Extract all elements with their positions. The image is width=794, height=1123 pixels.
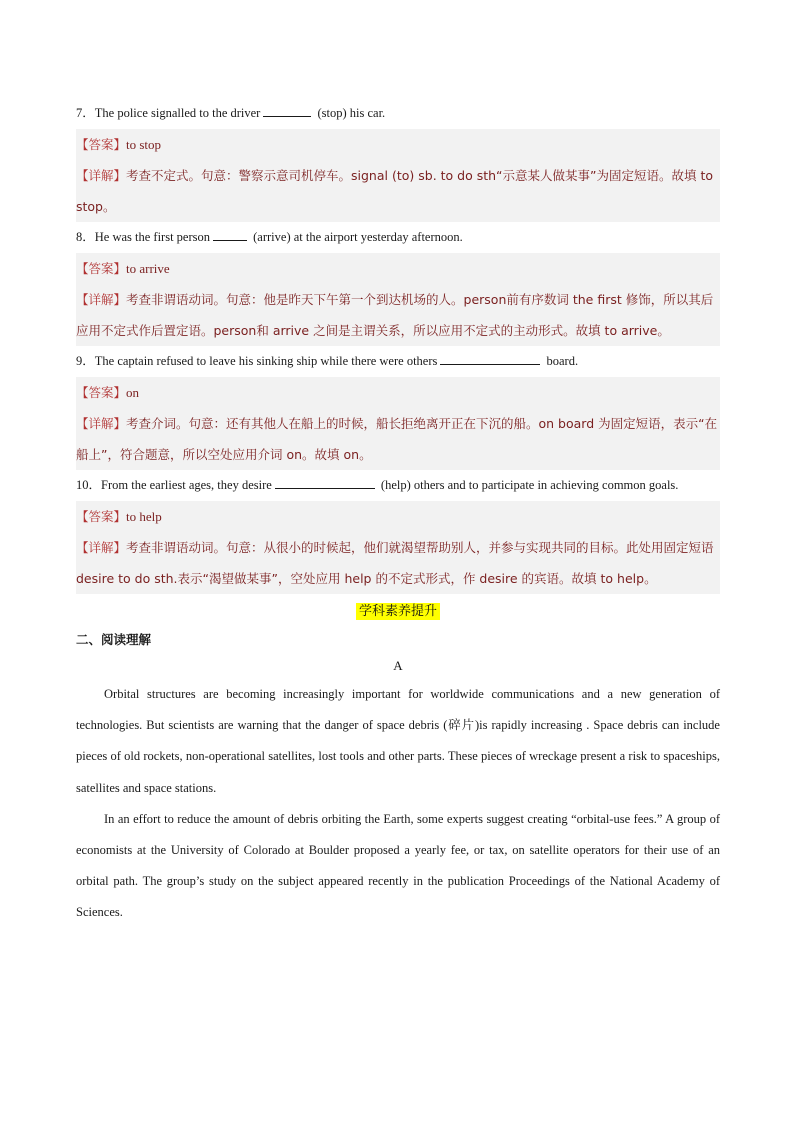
answer-panel-10 xyxy=(76,501,720,594)
answer-label: 【答案】 xyxy=(76,261,127,276)
section-heading: 二、阅读理解 xyxy=(76,632,152,647)
detail-label: 【详解】 xyxy=(76,292,127,307)
answer-value: to stop xyxy=(126,137,162,152)
answer-blank xyxy=(275,476,375,489)
detail-row xyxy=(76,408,720,470)
question-9 xyxy=(76,346,720,377)
detail-text: 考查非谓语动词。句意：他是昨天下午第一个到达机场的人。person前有序数词 the first 修饰，所以其后应用不定式作后置定语。person和 arrive 之间是主谓关系，所以应用不定式的主动形式。故填 to arrive。 xyxy=(76,292,714,338)
question-text: The captain refused to leave his sinking ship while there were others xyxy=(94,354,438,368)
answer-label: 【答案】 xyxy=(76,509,127,524)
answer-row xyxy=(76,501,720,532)
question-text: (stop) his car. xyxy=(314,106,386,120)
question-8 xyxy=(76,222,720,253)
question-10 xyxy=(76,470,720,501)
question-text: (help) others and to participate in achieving common goals. xyxy=(377,478,679,492)
answer-panel-8 xyxy=(76,253,720,346)
answer-panel-7 xyxy=(76,129,720,222)
answer-blank xyxy=(213,228,247,241)
question-text: He was the first person xyxy=(94,230,211,244)
detail-text: 考查非谓语动词。句意：从很小的时候起，他们就渴望帮助别人，并参与实现共同的目标。此处用固定短语 desire to do sth.表示“渴望做某事”，空处应用 help 的不定式形式，作 desire 的宾语。故填 to help。 xyxy=(76,540,714,586)
passage-title: A xyxy=(393,658,403,673)
question-text: From the earliest ages, they desire xyxy=(101,478,272,492)
answer-value: on xyxy=(126,385,140,400)
question-7 xyxy=(76,98,720,129)
answer-row xyxy=(76,377,720,408)
question-text: The police signalled to the driver xyxy=(94,106,261,120)
detail-row xyxy=(76,284,720,346)
answer-row xyxy=(76,129,720,160)
question-text: board. xyxy=(543,354,579,368)
answer-blank xyxy=(440,352,540,365)
detail-text: 考查不定式。句意：警察示意司机停车。signal (to) sb. to do sth“示意某人做某事”为固定短语。故填 to stop。 xyxy=(76,168,714,214)
paragraph: Orbital structures are becoming increasingly important for worldwide communications and a new generation of technologies. But scientists are warning that the danger of space debris (碎片)is rapidly increasing . Space debris can include pieces of old rockets, non-operational satellites, lost tools and other parts. These pieces of wreckage present a risk to spaceships, satellites and space stations. xyxy=(76,687,720,795)
answer-label: 【答案】 xyxy=(76,137,127,152)
question-number: 8． xyxy=(76,230,95,244)
question-number: 7． xyxy=(76,106,95,120)
answer-value: to arrive xyxy=(126,261,170,276)
question-number: 10． xyxy=(76,478,102,492)
answer-row xyxy=(76,253,720,284)
detail-label: 【详解】 xyxy=(76,540,127,555)
section-title xyxy=(76,600,720,623)
answer-panel-9 xyxy=(76,377,720,470)
question-number: 9． xyxy=(76,354,95,368)
detail-label: 【详解】 xyxy=(76,416,127,431)
detail-text: 考查介词。句意：还有其他人在船上的时候，船长拒绝离开正在下沉的船。on board 为固定短语，表示“在船上”，符合题意，所以空处应用介词 on。故填 on。 xyxy=(76,416,718,462)
detail-label: 【详解】 xyxy=(76,168,127,183)
answer-label: 【答案】 xyxy=(76,385,127,400)
paragraph: In an effort to reduce the amount of debris orbiting the Earth, some experts suggest creating “orbital-use fees.” A group of economists at the University of Colorado at Boulder proposed a yearly fee, or tax, on satellite operators for their use of an orbital path. The group’s study on the subject appeared recently in the publication Proceedings of the National Academy of Sciences. xyxy=(76,811,720,920)
answer-blank xyxy=(263,104,311,117)
question-text: (arrive) at the airport yesterday afternoon. xyxy=(250,230,463,244)
detail-row xyxy=(76,532,720,594)
answer-value: to help xyxy=(126,509,162,524)
content-area xyxy=(76,98,720,929)
detail-row xyxy=(76,160,720,222)
section-title-text: 学科素养提升 xyxy=(356,603,440,620)
